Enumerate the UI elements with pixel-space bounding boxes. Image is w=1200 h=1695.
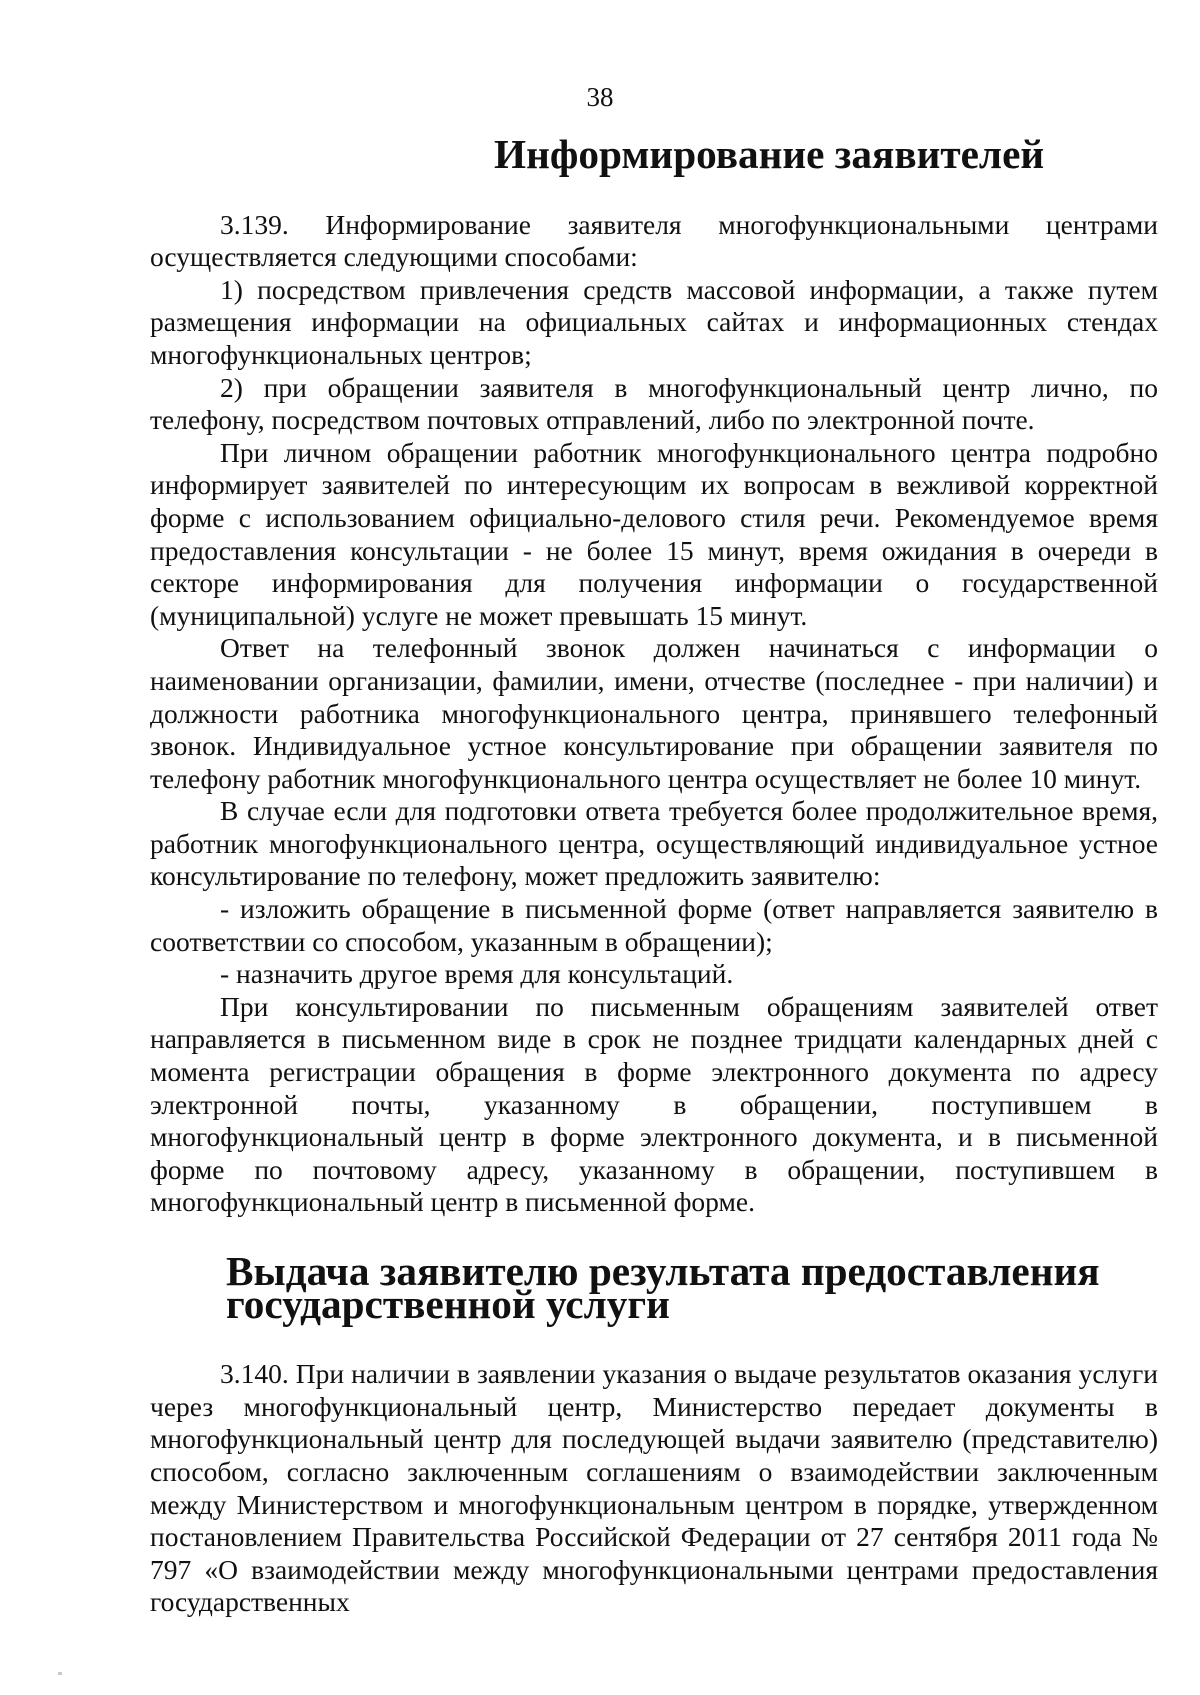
paragraph-3-140: 3.140. При наличии в заявлении указания о выдаче результатов оказания услуги через многофункциональный центр, Министерство передает документы в многофункциональный центр для последующей выдачи заявителю (представителю) способом, согласно заключенным соглашениям о взаимодействии заключенным между Министерством и многофункциональным центром в порядке, утвержденном постановлением Правительства Российской Федерации от 27 сентября 2011 года № 797 «О взаимодействии между многофункциональными центрами предоставления государственных [150,1358,1158,1618]
section-heading-informing: Информирование заявителей [494,131,1045,177]
paragraph-option-written: - изложить обращение в письменной форме (ответ направляется заявителю в соответствии со способом, указанным в обращении); [150,893,1158,957]
document-body [150,131,1158,1619]
page-number: 38 [586,82,614,112]
paragraph-3-139: 3.139. Информирование заявителя многофункциональными центрами осуществляется следующими способами: [150,208,1158,273]
paragraph-longer-time: В случае если для подготовки ответа требуется более продолжительное время, работник многофункционального центра, осуществляющий индивидуальное устное консультирование по телефону, может предложить заявителю: [150,795,1158,892]
paragraph-option-reschedule: - назначить другое время для консультаций. [220,958,734,990]
section-heading-result-issuance: Выдача заявителю результата предоставления государственной услуги [226,1248,1100,1327]
paragraph-item-1: 1) посредством привлечения средств массовой информации, а также путем размещения информации на официальных сайтах и информационных стендах многофункциональных центров; [150,273,1158,370]
paragraph-item-2: 2) при обращении заявителя в многофункциональный центр лично, по телефону, посредством почтовых отправлений, либо по электронной почте. [150,371,1158,436]
paragraph-personal-visit: При личном обращении работник многофункционального центра подробно информирует заявителей по интересующим их вопросам в вежливой корректной форме с использованием официально-делового стиля речи. Рекомендуемое время предоставления консультации - не более 15 минут, время ожидания в очереди в секторе информирования для получения информации о государственной (муниципальной) услуге не может превышать 15 минут. [150,436,1158,631]
scan-artifact [58,1672,62,1675]
paragraph-written-requests: При консультировании по письменным обращениям заявителей ответ направляется в письменном виде в срок не позднее тридцати календарных дней с момента регистрации обращения в форме электронного документа по адресу электронной почты, указанному в обращении, поступившем в многофункциональный центр в форме электронного документа, и в письменной форме по почтовому адресу, указанному в обращении, поступившем в многофункциональный центр в письменной форме. [150,990,1158,1218]
paragraph-phone-call: Ответ на телефонный звонок должен начинаться с информации о наименовании организации, фамилии, имени, отчестве (последнее - при наличии) и должности работника многофункционального центра, принявшего телефонный звонок. Индивидуальное устное консультирование при обращении заявителя по телефону работник многофункционального центра осуществляет не более 10 минут. [150,632,1158,794]
